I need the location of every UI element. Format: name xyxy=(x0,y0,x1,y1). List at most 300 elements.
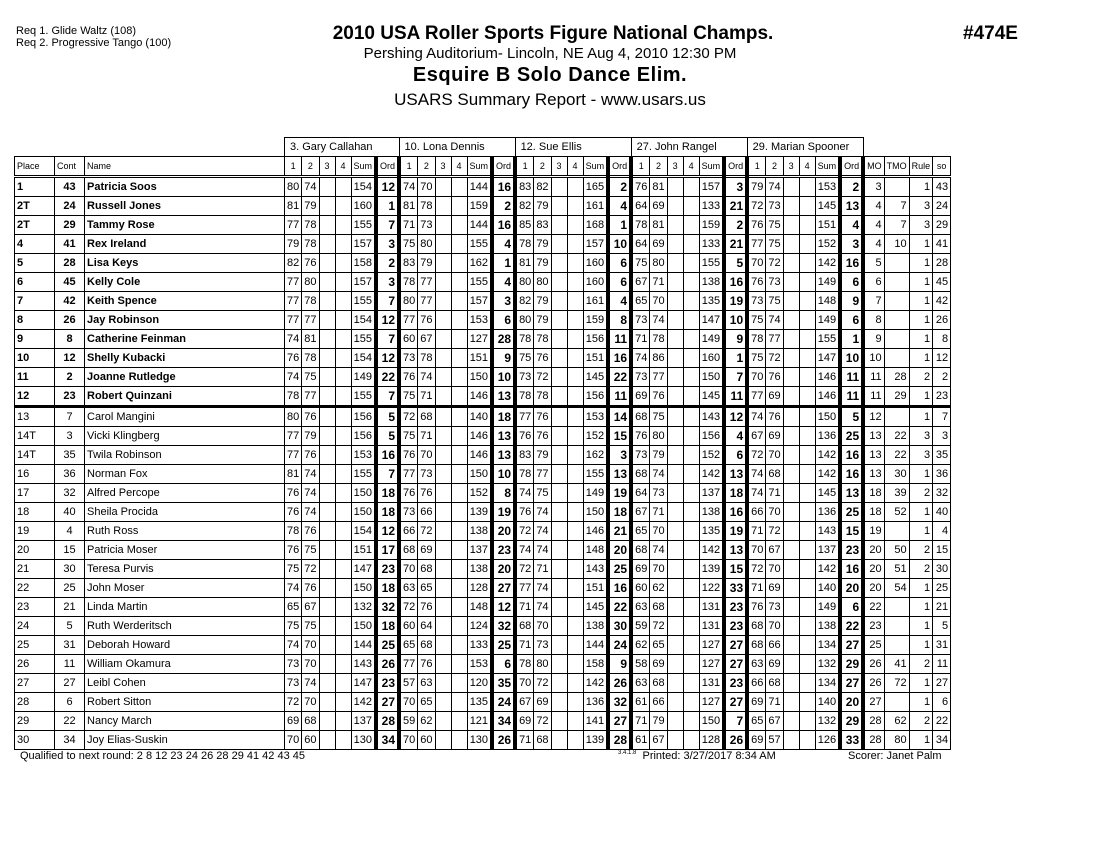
score4-cell xyxy=(567,407,583,427)
col-judge4-3: 3 xyxy=(667,157,683,177)
ord-cell: 6 xyxy=(492,655,515,674)
sum-cell: 142 xyxy=(815,560,840,579)
ord-cell: 27 xyxy=(724,655,747,674)
score4-cell xyxy=(335,368,351,387)
score2-cell: 77 xyxy=(418,292,435,311)
score4-cell xyxy=(683,254,699,273)
score1-cell: 60 xyxy=(399,330,418,349)
score2-cell: 78 xyxy=(418,197,435,216)
sum-cell: 147 xyxy=(815,349,840,368)
ord-cell: 2 xyxy=(608,177,631,197)
table-row xyxy=(15,484,951,503)
sum-cell: 121 xyxy=(467,712,492,731)
col-judge2-sum: Sum xyxy=(467,157,492,177)
sum-cell: 156 xyxy=(583,330,608,349)
sum-cell: 157 xyxy=(351,273,376,292)
tmo-cell: 30 xyxy=(884,465,909,484)
score2-cell: 71 xyxy=(650,273,667,292)
score4-cell xyxy=(799,387,815,407)
score3-cell xyxy=(435,579,451,598)
score3-cell xyxy=(435,292,451,311)
sum-cell: 127 xyxy=(699,693,724,712)
table-row xyxy=(15,617,951,636)
sum-cell: 150 xyxy=(699,712,724,731)
sum-cell: 130 xyxy=(467,731,492,750)
score1-cell: 76 xyxy=(285,503,302,522)
score1-cell: 68 xyxy=(631,541,650,560)
cont-cell: 6 xyxy=(55,693,85,712)
score2-cell: 75 xyxy=(766,292,783,311)
score3-cell xyxy=(435,177,451,197)
score3-cell xyxy=(551,446,567,465)
ord-cell: 12 xyxy=(376,177,399,197)
ord-cell: 23 xyxy=(724,598,747,617)
score4-cell xyxy=(683,484,699,503)
name-cell: Joy Elias-Suskin xyxy=(85,731,285,750)
ord-cell: 13 xyxy=(840,484,863,503)
score1-cell: 68 xyxy=(631,407,650,427)
score1-cell: 78 xyxy=(515,655,534,674)
sum-cell: 168 xyxy=(583,216,608,235)
score2-cell: 71 xyxy=(650,503,667,522)
score2-cell: 72 xyxy=(302,560,319,579)
score3-cell xyxy=(435,235,451,254)
col-judge5-ord: Ord xyxy=(840,157,863,177)
score3-cell xyxy=(783,579,799,598)
score1-cell: 74 xyxy=(747,407,766,427)
ord-cell: 18 xyxy=(376,503,399,522)
score1-cell: 60 xyxy=(399,617,418,636)
score4-cell xyxy=(683,311,699,330)
score2-cell: 72 xyxy=(766,349,783,368)
score4-cell xyxy=(683,617,699,636)
score3-cell xyxy=(551,273,567,292)
score2-cell: 67 xyxy=(766,712,783,731)
score4-cell xyxy=(335,254,351,273)
rule-cell: 1 xyxy=(909,387,933,407)
ord-cell: 22 xyxy=(608,368,631,387)
sum-cell: 153 xyxy=(467,311,492,330)
score3-cell xyxy=(551,655,567,674)
sum-cell: 144 xyxy=(351,636,376,655)
sum-cell: 138 xyxy=(583,617,608,636)
tmo-cell: 10 xyxy=(884,235,909,254)
score2-cell: 79 xyxy=(302,427,319,446)
ord-cell: 27 xyxy=(724,693,747,712)
score1-cell: 76 xyxy=(631,177,650,197)
ord-cell: 26 xyxy=(376,655,399,674)
mo-cell: 3 xyxy=(863,177,884,197)
tmo-cell xyxy=(884,292,909,311)
ord-cell: 6 xyxy=(608,254,631,273)
sum-cell: 147 xyxy=(351,674,376,693)
rule-cell: 3 xyxy=(909,197,933,216)
score1-cell: 75 xyxy=(285,617,302,636)
mo-cell: 20 xyxy=(863,560,884,579)
score1-cell: 83 xyxy=(399,254,418,273)
score2-cell: 69 xyxy=(766,427,783,446)
table-row xyxy=(15,235,951,254)
score1-cell: 75 xyxy=(515,349,534,368)
score4-cell xyxy=(567,693,583,712)
name-cell: Carol Mangini xyxy=(85,407,285,427)
place-cell: 17 xyxy=(15,484,55,503)
ord-cell: 16 xyxy=(376,446,399,465)
rule-cell: 1 xyxy=(909,598,933,617)
score4-cell xyxy=(683,292,699,311)
mo-cell: 6 xyxy=(863,273,884,292)
so-cell: 42 xyxy=(933,292,951,311)
score1-cell: 59 xyxy=(399,712,418,731)
sum-cell: 132 xyxy=(815,655,840,674)
score2-cell: 68 xyxy=(418,560,435,579)
sum-cell: 155 xyxy=(351,330,376,349)
score2-cell: 68 xyxy=(650,598,667,617)
score2-cell: 65 xyxy=(418,579,435,598)
score2-cell: 74 xyxy=(766,177,783,197)
score2-cell: 71 xyxy=(418,427,435,446)
sum-cell: 161 xyxy=(583,292,608,311)
score3-cell xyxy=(551,617,567,636)
score2-cell: 67 xyxy=(418,330,435,349)
so-cell: 11 xyxy=(933,655,951,674)
score3-cell xyxy=(319,446,335,465)
score2-cell: 73 xyxy=(766,598,783,617)
table-row xyxy=(15,655,951,674)
sum-cell: 150 xyxy=(351,579,376,598)
score4-cell xyxy=(567,387,583,407)
place-cell: 14T xyxy=(15,446,55,465)
ord-cell: 15 xyxy=(840,522,863,541)
mo-cell: 9 xyxy=(863,330,884,349)
score3-cell xyxy=(435,560,451,579)
sum-cell: 157 xyxy=(351,235,376,254)
sum-cell: 144 xyxy=(467,177,492,197)
sum-cell: 162 xyxy=(467,254,492,273)
score2-cell: 77 xyxy=(766,330,783,349)
col-judge5-sum: Sum xyxy=(815,157,840,177)
so-cell: 35 xyxy=(933,446,951,465)
score4-cell xyxy=(799,311,815,330)
score4-cell xyxy=(683,522,699,541)
table-row xyxy=(15,254,951,273)
ord-cell: 16 xyxy=(492,216,515,235)
score3-cell xyxy=(783,598,799,617)
cont-cell: 15 xyxy=(55,541,85,560)
score1-cell: 73 xyxy=(285,674,302,693)
name-cell: Teresa Purvis xyxy=(85,560,285,579)
ord-cell: 13 xyxy=(492,387,515,407)
tmo-cell xyxy=(884,254,909,273)
score4-cell xyxy=(567,446,583,465)
mo-cell: 12 xyxy=(863,407,884,427)
table-row xyxy=(15,446,951,465)
col-judge1-2: 2 xyxy=(302,157,319,177)
requirement-1: Req 1. Glide Waltz (108) xyxy=(16,25,137,37)
score2-cell: 74 xyxy=(534,579,551,598)
sum-cell: 137 xyxy=(351,712,376,731)
score1-cell: 76 xyxy=(631,427,650,446)
score3-cell xyxy=(783,254,799,273)
cont-cell: 26 xyxy=(55,311,85,330)
rule-cell: 2 xyxy=(909,560,933,579)
cont-cell: 29 xyxy=(55,216,85,235)
score1-cell: 72 xyxy=(399,598,418,617)
score2-cell: 76 xyxy=(302,579,319,598)
score1-cell: 66 xyxy=(747,674,766,693)
ord-cell: 34 xyxy=(376,731,399,750)
cont-cell: 31 xyxy=(55,636,85,655)
score3-cell xyxy=(551,484,567,503)
score4-cell xyxy=(451,446,467,465)
score4-cell xyxy=(799,216,815,235)
sum-cell: 142 xyxy=(699,541,724,560)
score1-cell: 80 xyxy=(285,177,302,197)
score2-cell: 74 xyxy=(418,368,435,387)
sum-cell: 155 xyxy=(351,216,376,235)
score4-cell xyxy=(451,311,467,330)
col-judge3-4: 4 xyxy=(567,157,583,177)
score2-cell: 72 xyxy=(534,368,551,387)
ord-cell: 2 xyxy=(840,177,863,197)
sum-cell: 151 xyxy=(583,349,608,368)
rule-cell: 1 xyxy=(909,693,933,712)
score3-cell xyxy=(435,273,451,292)
score4-cell xyxy=(683,330,699,349)
score1-cell: 76 xyxy=(515,427,534,446)
ord-cell: 25 xyxy=(840,427,863,446)
rule-cell: 1 xyxy=(909,503,933,522)
cont-cell: 24 xyxy=(55,197,85,216)
score4-cell xyxy=(335,579,351,598)
name-cell: Alfred Percope xyxy=(85,484,285,503)
ord-cell: 33 xyxy=(724,579,747,598)
score4-cell xyxy=(567,216,583,235)
sum-cell: 153 xyxy=(583,407,608,427)
name-cell: Norman Fox xyxy=(85,465,285,484)
score4-cell xyxy=(451,292,467,311)
score4-cell xyxy=(335,349,351,368)
score1-cell: 71 xyxy=(631,712,650,731)
score4-cell xyxy=(451,636,467,655)
sum-cell: 148 xyxy=(815,292,840,311)
score2-cell: 70 xyxy=(650,560,667,579)
name-cell: Catherine Feinman xyxy=(85,330,285,349)
tmo-cell: 7 xyxy=(884,216,909,235)
ord-cell: 18 xyxy=(724,484,747,503)
score1-cell: 78 xyxy=(631,216,650,235)
score3-cell xyxy=(783,655,799,674)
score2-cell: 80 xyxy=(650,427,667,446)
ord-cell: 27 xyxy=(840,636,863,655)
ord-cell: 19 xyxy=(492,503,515,522)
score3-cell xyxy=(319,655,335,674)
place-cell: 21 xyxy=(15,560,55,579)
table-row xyxy=(15,503,951,522)
score4-cell xyxy=(799,712,815,731)
name-cell: Patricia Soos xyxy=(85,177,285,197)
score2-cell: 74 xyxy=(302,674,319,693)
score3-cell xyxy=(551,349,567,368)
score3-cell xyxy=(319,273,335,292)
sum-cell: 153 xyxy=(467,655,492,674)
ord-cell: 5 xyxy=(840,407,863,427)
score2-cell: 78 xyxy=(302,292,319,311)
score2-cell: 57 xyxy=(766,731,783,750)
table-row xyxy=(15,636,951,655)
score2-cell: 72 xyxy=(534,712,551,731)
sum-cell: 159 xyxy=(699,216,724,235)
score4-cell xyxy=(335,655,351,674)
name-cell: Linda Martin xyxy=(85,598,285,617)
score1-cell: 77 xyxy=(285,311,302,330)
score4-cell xyxy=(451,484,467,503)
score4-cell xyxy=(567,197,583,216)
score2-cell: 74 xyxy=(534,522,551,541)
score3-cell xyxy=(783,330,799,349)
place-cell: 23 xyxy=(15,598,55,617)
score2-cell: 70 xyxy=(418,446,435,465)
score1-cell: 78 xyxy=(285,522,302,541)
ord-cell: 18 xyxy=(376,484,399,503)
score4-cell xyxy=(683,693,699,712)
score1-cell: 77 xyxy=(285,292,302,311)
sum-cell: 134 xyxy=(815,674,840,693)
score2-cell: 70 xyxy=(418,177,435,197)
ord-cell: 3 xyxy=(492,292,515,311)
place-cell: 26 xyxy=(15,655,55,674)
rule-cell: 1 xyxy=(909,311,933,330)
sum-cell: 162 xyxy=(583,446,608,465)
sum-cell: 156 xyxy=(699,427,724,446)
so-cell: 5 xyxy=(933,617,951,636)
score3-cell xyxy=(551,560,567,579)
score1-cell: 71 xyxy=(631,330,650,349)
cont-cell: 23 xyxy=(55,387,85,407)
score3-cell xyxy=(319,368,335,387)
sum-cell: 127 xyxy=(467,330,492,349)
sum-cell: 142 xyxy=(351,693,376,712)
score2-cell: 75 xyxy=(534,484,551,503)
judge-name-4: 27. John Rangel xyxy=(631,138,747,157)
score1-cell: 70 xyxy=(399,560,418,579)
tmo-cell: 50 xyxy=(884,541,909,560)
sum-cell: 146 xyxy=(467,387,492,407)
score4-cell xyxy=(683,177,699,197)
score4-cell xyxy=(451,254,467,273)
score3-cell xyxy=(667,541,683,560)
score1-cell: 76 xyxy=(285,484,302,503)
tmo-cell xyxy=(884,330,909,349)
ord-cell: 21 xyxy=(608,522,631,541)
score3-cell xyxy=(783,235,799,254)
ord-cell: 27 xyxy=(492,579,515,598)
ord-cell: 13 xyxy=(840,197,863,216)
cont-cell: 45 xyxy=(55,273,85,292)
sum-cell: 153 xyxy=(351,446,376,465)
printed-timestamp: Printed: 3/27/2017 8:34 AM xyxy=(642,750,776,762)
score1-cell: 78 xyxy=(285,387,302,407)
score2-cell: 68 xyxy=(766,465,783,484)
score1-cell: 75 xyxy=(747,311,766,330)
score3-cell xyxy=(435,503,451,522)
ord-cell: 19 xyxy=(608,484,631,503)
score4-cell xyxy=(335,446,351,465)
score1-cell: 74 xyxy=(747,484,766,503)
sum-cell: 139 xyxy=(583,731,608,750)
score1-cell: 71 xyxy=(399,216,418,235)
col-judge1-1: 1 xyxy=(285,157,302,177)
ord-cell: 3 xyxy=(376,235,399,254)
tmo-cell: 39 xyxy=(884,484,909,503)
ord-cell: 12 xyxy=(376,522,399,541)
sum-cell: 132 xyxy=(815,712,840,731)
sum-cell: 149 xyxy=(815,598,840,617)
score4-cell xyxy=(451,216,467,235)
score2-cell: 79 xyxy=(650,446,667,465)
score4-cell xyxy=(335,560,351,579)
score4-cell xyxy=(567,292,583,311)
score4-cell xyxy=(335,712,351,731)
sum-cell: 156 xyxy=(583,387,608,407)
place-cell: 9 xyxy=(15,330,55,349)
ord-cell: 6 xyxy=(724,446,747,465)
ord-cell: 4 xyxy=(840,216,863,235)
score2-cell: 69 xyxy=(650,235,667,254)
score1-cell: 63 xyxy=(747,655,766,674)
score3-cell xyxy=(319,712,335,731)
score3-cell xyxy=(435,617,451,636)
score4-cell xyxy=(799,503,815,522)
sum-cell: 146 xyxy=(467,427,492,446)
place-cell: 27 xyxy=(15,674,55,693)
score4-cell xyxy=(451,330,467,349)
score3-cell xyxy=(435,655,451,674)
score4-cell xyxy=(799,177,815,197)
score1-cell: 78 xyxy=(515,235,534,254)
tmo-cell xyxy=(884,522,909,541)
score3-cell xyxy=(783,311,799,330)
sum-cell: 134 xyxy=(815,636,840,655)
tmo-cell: 7 xyxy=(884,197,909,216)
score2-cell: 79 xyxy=(534,235,551,254)
score1-cell: 64 xyxy=(631,197,650,216)
sum-cell: 150 xyxy=(583,503,608,522)
score2-cell: 73 xyxy=(766,273,783,292)
col-judge4-1: 1 xyxy=(631,157,650,177)
col-tmo: TMO xyxy=(884,157,909,177)
sum-cell: 143 xyxy=(351,655,376,674)
tmo-cell xyxy=(884,273,909,292)
score2-cell: 70 xyxy=(302,636,319,655)
score2-cell: 69 xyxy=(650,655,667,674)
ord-cell: 1 xyxy=(376,197,399,216)
sum-cell: 145 xyxy=(815,197,840,216)
rule-cell: 2 xyxy=(909,368,933,387)
score3-cell xyxy=(667,349,683,368)
so-cell: 15 xyxy=(933,541,951,560)
tmo-cell xyxy=(884,693,909,712)
ord-cell: 18 xyxy=(376,617,399,636)
score2-cell: 77 xyxy=(650,368,667,387)
mo-cell: 7 xyxy=(863,292,884,311)
score3-cell xyxy=(783,292,799,311)
place-cell: 30 xyxy=(15,731,55,750)
col-judge3-2: 2 xyxy=(534,157,551,177)
table-row xyxy=(15,427,951,446)
score3-cell xyxy=(319,674,335,693)
score4-cell xyxy=(567,427,583,446)
